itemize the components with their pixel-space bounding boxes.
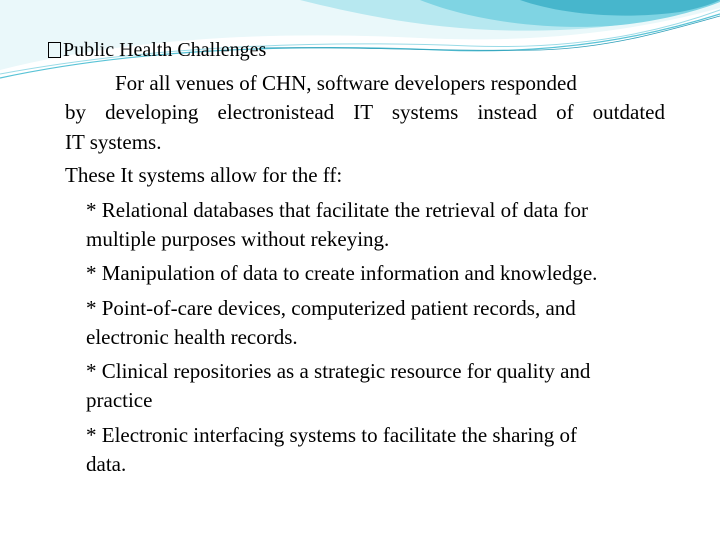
intro-line-2: by developing electronistead IT systems instead of outdated [65, 100, 665, 124]
bullet-1-line-1: * Relational databases that facilitate the retrieval of data for [86, 198, 589, 222]
bullet-1-line-2: multiple purposes without rekeying. [86, 227, 390, 251]
bullet-2-line-1: * Manipulation of data to create information and knowledge. [86, 261, 598, 285]
intro-line-1: For all venues of CHN, software developers responded [115, 71, 577, 95]
bullet-3-line-1: * Point-of-care devices, computerized patient records, and [86, 296, 576, 320]
bullet-5-line-1: * Electronic interfacing systems to facilitate the sharing of [86, 423, 577, 447]
bullet-3-line-2: electronic health records. [86, 325, 298, 349]
bullet-5-line-2: data. [86, 452, 127, 476]
bullet-4-line-2: practice [86, 388, 153, 412]
intro-line-3: IT systems. [65, 130, 162, 154]
bullet-4-line-1: * Clinical repositories as a strategic resource for quality and [86, 359, 591, 383]
subheading: These It systems allow for the ff: [65, 163, 343, 187]
slide-title-text: Public Health Challenges [63, 39, 267, 61]
